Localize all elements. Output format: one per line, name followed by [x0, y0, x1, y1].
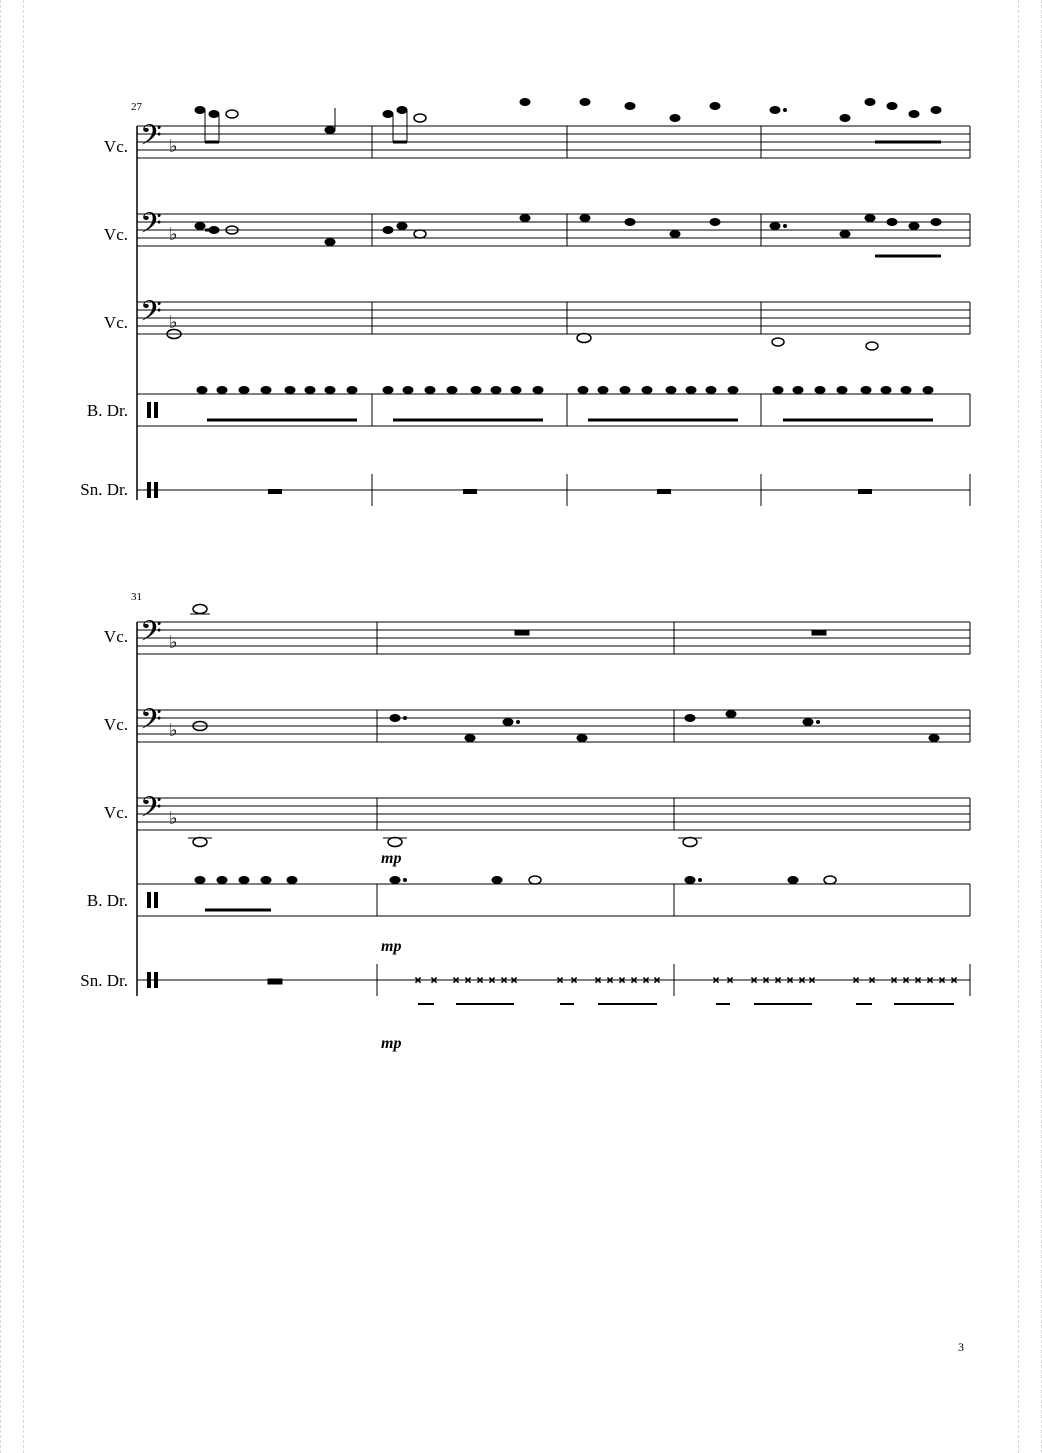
- notes-cello-3: [188, 838, 702, 847]
- svg-text:×: ×: [750, 973, 758, 987]
- svg-text:𝄢: 𝄢: [140, 297, 162, 334]
- svg-text:𝄢: 𝄢: [140, 705, 162, 742]
- dynamic-marking: mp: [381, 938, 402, 955]
- svg-text:×: ×: [642, 973, 650, 987]
- staff-cello-1: [137, 126, 970, 158]
- svg-text:×: ×: [786, 973, 794, 987]
- system-2: [80, 591, 970, 1052]
- svg-text:×: ×: [618, 973, 626, 987]
- svg-text:×: ×: [726, 973, 734, 987]
- notes-cello-3: [167, 330, 878, 351]
- bass-clef-icon: [140, 617, 162, 830]
- notes-cello-1: [195, 99, 941, 143]
- staff-snare-drum: [137, 474, 970, 506]
- staff-label: Vc.: [103, 803, 128, 822]
- svg-text:𝄢: 𝄢: [140, 793, 162, 830]
- svg-text:♭: ♭: [169, 720, 178, 740]
- svg-text:×: ×: [938, 973, 946, 987]
- svg-text:𝄢: 𝄢: [140, 617, 162, 654]
- svg-text:♭: ♭: [169, 312, 178, 332]
- staff-label: Vc.: [103, 137, 128, 156]
- measure-number: 31: [131, 591, 142, 603]
- svg-text:×: ×: [774, 973, 782, 987]
- flat-key-signature: [169, 136, 178, 332]
- svg-text:×: ×: [500, 973, 508, 987]
- svg-text:×: ×: [808, 973, 816, 987]
- page-number: 3: [958, 1340, 964, 1354]
- svg-text:×: ×: [653, 973, 661, 987]
- svg-text:×: ×: [902, 973, 910, 987]
- svg-text:×: ×: [430, 973, 438, 987]
- staff-label: Vc.: [103, 715, 128, 734]
- staff-cello-1: [137, 622, 970, 654]
- svg-text:×: ×: [890, 973, 898, 987]
- svg-text:×: ×: [926, 973, 934, 987]
- flat-key-signature: [169, 632, 178, 828]
- svg-text:×: ×: [762, 973, 770, 987]
- notes-snare-drum: [268, 973, 957, 1004]
- svg-text:♭: ♭: [169, 808, 178, 828]
- svg-text:×: ×: [868, 973, 876, 987]
- staff-cello-3: [137, 798, 970, 830]
- svg-text:×: ×: [414, 973, 422, 987]
- staff-label: B. Dr.: [86, 891, 128, 910]
- svg-text:♭: ♭: [169, 136, 178, 156]
- svg-text:×: ×: [914, 973, 922, 987]
- staff-label: Vc.: [103, 627, 128, 646]
- measure-number: 27: [131, 101, 142, 113]
- svg-text:×: ×: [630, 973, 638, 987]
- svg-text:×: ×: [594, 973, 602, 987]
- svg-text:×: ×: [464, 973, 472, 987]
- svg-text:×: ×: [570, 973, 578, 987]
- staff-label: Sn. Dr.: [80, 480, 128, 499]
- staff-cello-3: [137, 302, 970, 334]
- svg-text:×: ×: [798, 973, 806, 987]
- percussion-clef-icon: [147, 892, 158, 988]
- staff-cello-2: [137, 710, 970, 742]
- staff-label: Vc.: [103, 225, 128, 244]
- system-1: [80, 99, 970, 507]
- bass-clef-icon: [140, 121, 162, 334]
- staff-label: Sn. Dr.: [80, 971, 128, 990]
- svg-text:𝄢: 𝄢: [140, 121, 162, 158]
- svg-text:×: ×: [510, 973, 518, 987]
- percussion-clef-icon: [147, 402, 158, 498]
- notes-cello-2: [195, 215, 941, 257]
- svg-text:×: ×: [606, 973, 614, 987]
- dynamic-marking: mp: [381, 850, 402, 867]
- svg-text:×: ×: [488, 973, 496, 987]
- svg-text:×: ×: [476, 973, 484, 987]
- staff-cello-2: [137, 214, 970, 246]
- svg-text:×: ×: [852, 973, 860, 987]
- svg-text:×: ×: [950, 973, 958, 987]
- svg-text:𝄢: 𝄢: [140, 209, 162, 246]
- staff-label: B. Dr.: [86, 401, 128, 420]
- notes-bass-drum: [195, 876, 836, 910]
- svg-text:♭: ♭: [169, 632, 178, 652]
- svg-text:×: ×: [452, 973, 460, 987]
- staff-snare-drum: [137, 964, 970, 996]
- notes-bass-drum: [197, 387, 933, 421]
- svg-text:♭: ♭: [169, 224, 178, 244]
- staff-label: Vc.: [103, 313, 128, 332]
- svg-text:×: ×: [712, 973, 720, 987]
- dynamic-marking: mp: [381, 1035, 402, 1052]
- svg-text:×: ×: [556, 973, 564, 987]
